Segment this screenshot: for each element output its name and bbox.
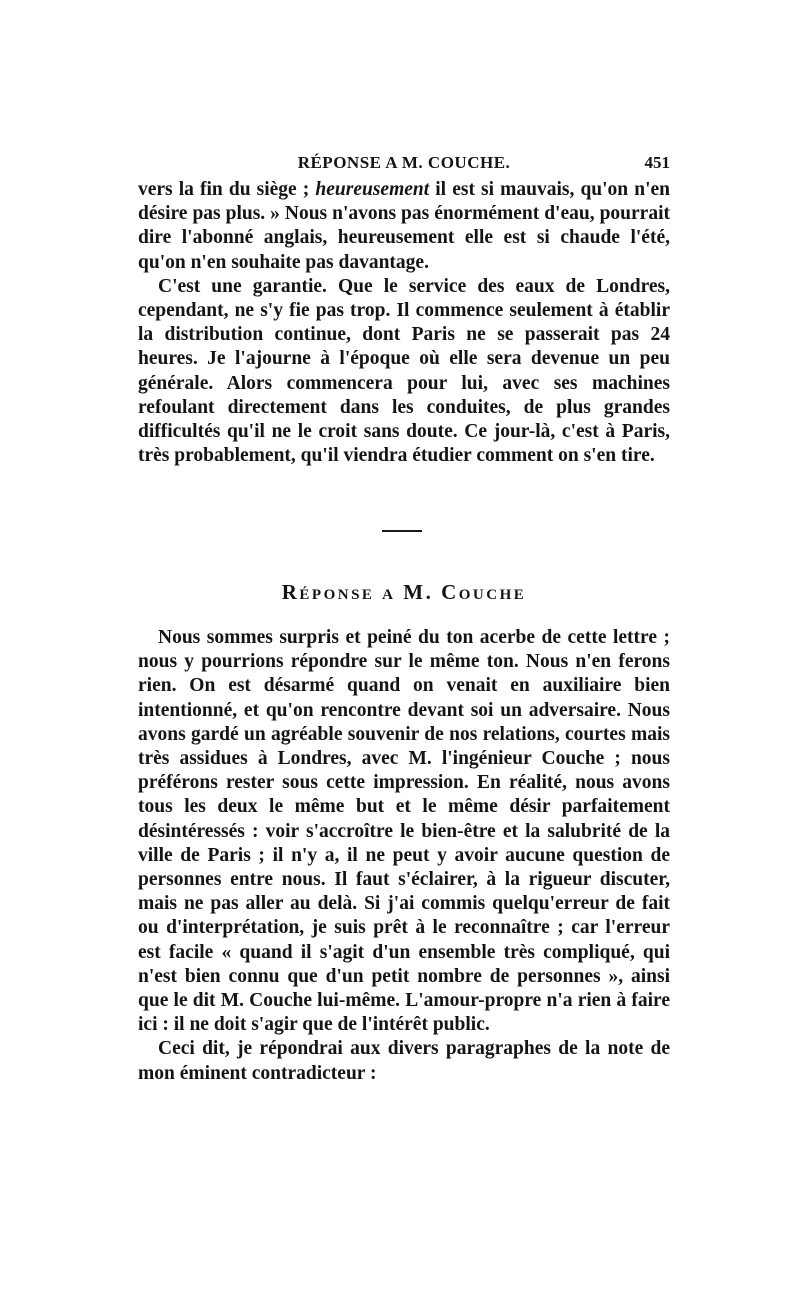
section-text [138, 626, 670, 1086]
section-divider [382, 530, 422, 532]
intro-text [138, 178, 670, 468]
section-title: Réponse a M. Couche [281, 580, 527, 604]
running-head [138, 150, 670, 176]
section-paragraph-1: Nous sommes surpris et peiné du ton acerbe de cette lettre ; nous y pourrions répondre sur le même ton. Nous n'en ferons rien. On est désarmé quand on venait en auxiliaire bien intentionné, et qu'on rencontre devant soi un adversaire. Nous avons gardé un agréable souvenir de nos relations, courtes mais très assidues à Londres, avec M. l'ingénieur Couche ; nous préférons rester sous cette impression. En réalité, nous avons tous les deux le même but et le même désir parfaitement désintéressés : voir s'accroître le bien-être et la salubrité de la ville de Paris ; il n'y a, il ne peut y avoir aucune question de personnes entre nous. Il faut s'éclairer, à la rigueur discuter, mais ne pas aller au delà. Si j'ai commis quelqu'erreur de fait ou d'interprétation, je suis prêt à le reconnaître ; car l'erreur est facile « quand il s'agit d'un ensemble très compliqué, qui n'est bien connu que d'un petit nombre de personnes », ainsi que le dit M. Couche lui-même. L'amour-propre n'a rien à faire ici : il ne doit s'agir que de l'intérêt public. [138, 627, 670, 1036]
intro-paragraph-1 [138, 178, 670, 275]
section-paragraph-2: Ceci dit, je répondrai aux divers paragraphes de la note de mon éminent contradicteur : [138, 1038, 670, 1084]
intro-paragraph-2: C'est une garantie. Que le service des eaux de Londres, cependant, ne s'y fie pas trop. Il commence seulement à établir la distribution continue, dont Paris ne se passerait pas 24 heures. Je l'ajourne à l'époque où elle sera devenue un peu générale. Alors commencera pour lui, avec ses machines refoulant directement dans les conduites, de plus grandes difficultés qu'il ne le croit sans doute. Ce jour-là, c'est à Paris, très probablement, qu'il viendra étudier comment on s'en tire. [138, 275, 670, 467]
emphasis-word: heureusement [315, 179, 430, 200]
page-number: 451 [644, 153, 670, 172]
running-title: RÉPONSE A M. COUCHE. [297, 153, 511, 172]
intro-paragraph-1-rest: il est si mauvais, qu'on n'en désire pas plus. » Nous n'avons pas énormément d'eau, pourrait dire l'abonné anglais, heureusement elle est si chaude l'été, qu'on n'en souhaite pas davantage. [138, 179, 671, 273]
intro-paragraph-1-start: vers la fin du siège ; [138, 179, 316, 200]
